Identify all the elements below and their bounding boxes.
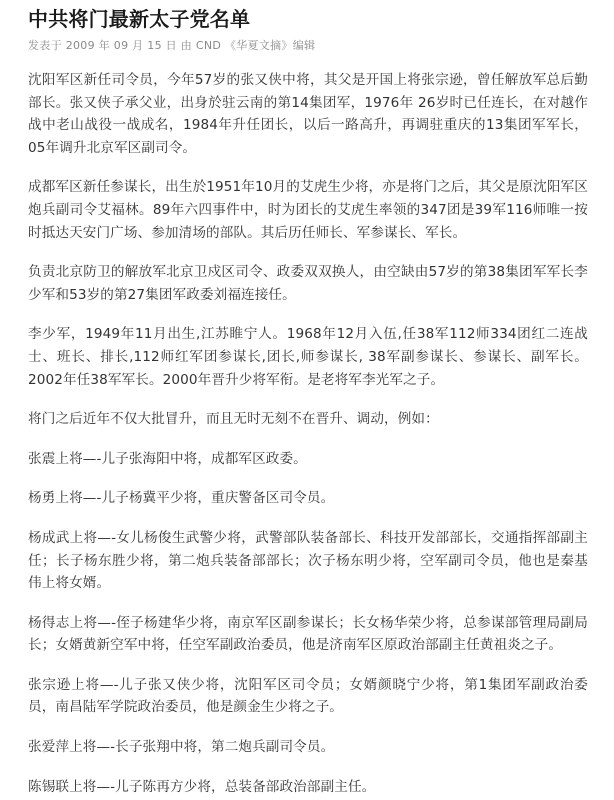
article-paragraph: 将门之后近年不仅大批冒升，而且无时无刻不在晋升、调动，例如： — [28, 411, 439, 428]
article-paragraph: 沈阳军区新任司令员，今年57岁的张又侠中将，其父是开国上将张宗逊，曾任解放军总后勤部长。张又侠子承父业，出身於驻云南的第14集团军，1976年 26岁时已任连长，在对越作战中老山战役一战成名，1984年升任团长，以后一路高升，再调驻重庆的13集团军军长，05年调升北京军区副司令。 — [28, 72, 588, 156]
article-paragraph: 成都军区新任参谋长，出生於1951年10月的艾虎生少将，亦是将门之后，其父是原沈阳军区炮兵副司令艾福林。89年六四事件中，时为团长的艾虎生率领的347团是39军116师唯一按时抵达天安门广场、参加清场的部队。其后历任师长、军参谋长、军长。 — [28, 179, 588, 241]
page-title: 中共将门最新太子党名单 — [28, 7, 251, 31]
article-paragraph: 张爱萍上将—-长子张翔中将，第二炮兵副司令员。 — [28, 739, 335, 756]
article-paragraph: 陈锡联上将—-儿子陈再方少将，总装备部政治部副主任。 — [28, 778, 376, 795]
article-paragraph: 张宗逊上将—-儿子张又侠少将，沈阳军区司令员；女婿颜晓宁少将，第1集团军副政治委员，南昌陆军学院政治委员，他是颜金生少将之子。 — [28, 676, 588, 716]
article-paragraph: 李少军，1949年11月出生,江苏睢宁人。1968年12月入伍,任38军112师334团红二连战士、班长、排长,112师红军团参谋长,团长,师参谋长, 38军副参谋长、参谋长、副军长。2002年任38军军长。2000年晋升少将军衔。是老将军李光军之子。 — [28, 326, 588, 388]
article-paragraph: 杨成武上将—-女儿杨俊生武警少将，武警部队装备部长、科技开发部部长，交通指挥部副主任；长子杨东胜少将，第二炮兵装备部部长；次子杨东明少将，空军副司令员，他也是秦基伟上将女婿。 — [28, 529, 588, 592]
article-byline: 发表于 2009 年 09 月 15 日 由 CND 《华夏文摘》编辑 — [28, 39, 316, 52]
article-paragraph: 张震上将—-儿子张海阳中将，成都军区政委。 — [28, 450, 307, 467]
article-paragraph: 杨勇上将—-儿子杨冀平少将，重庆警备区司令员。 — [28, 490, 335, 507]
article-paragraph: 杨得志上将—-侄子杨建华少将，南京军区副参谋长；长女杨华荣少将，总参谋部管理局副局长；女婿黄新空军中将，任空军副政治委员，他是济南军区原政治部副主任黄祖炎之子。 — [28, 614, 588, 654]
article-paragraph: 负责北京防卫的解放军北京卫戍区司令、政委双双换人，由空缺由57岁的第38集团军军长李少军和53岁的第27集团军政委刘福连接任。 — [28, 264, 588, 303]
article-body — [28, 69, 588, 798]
